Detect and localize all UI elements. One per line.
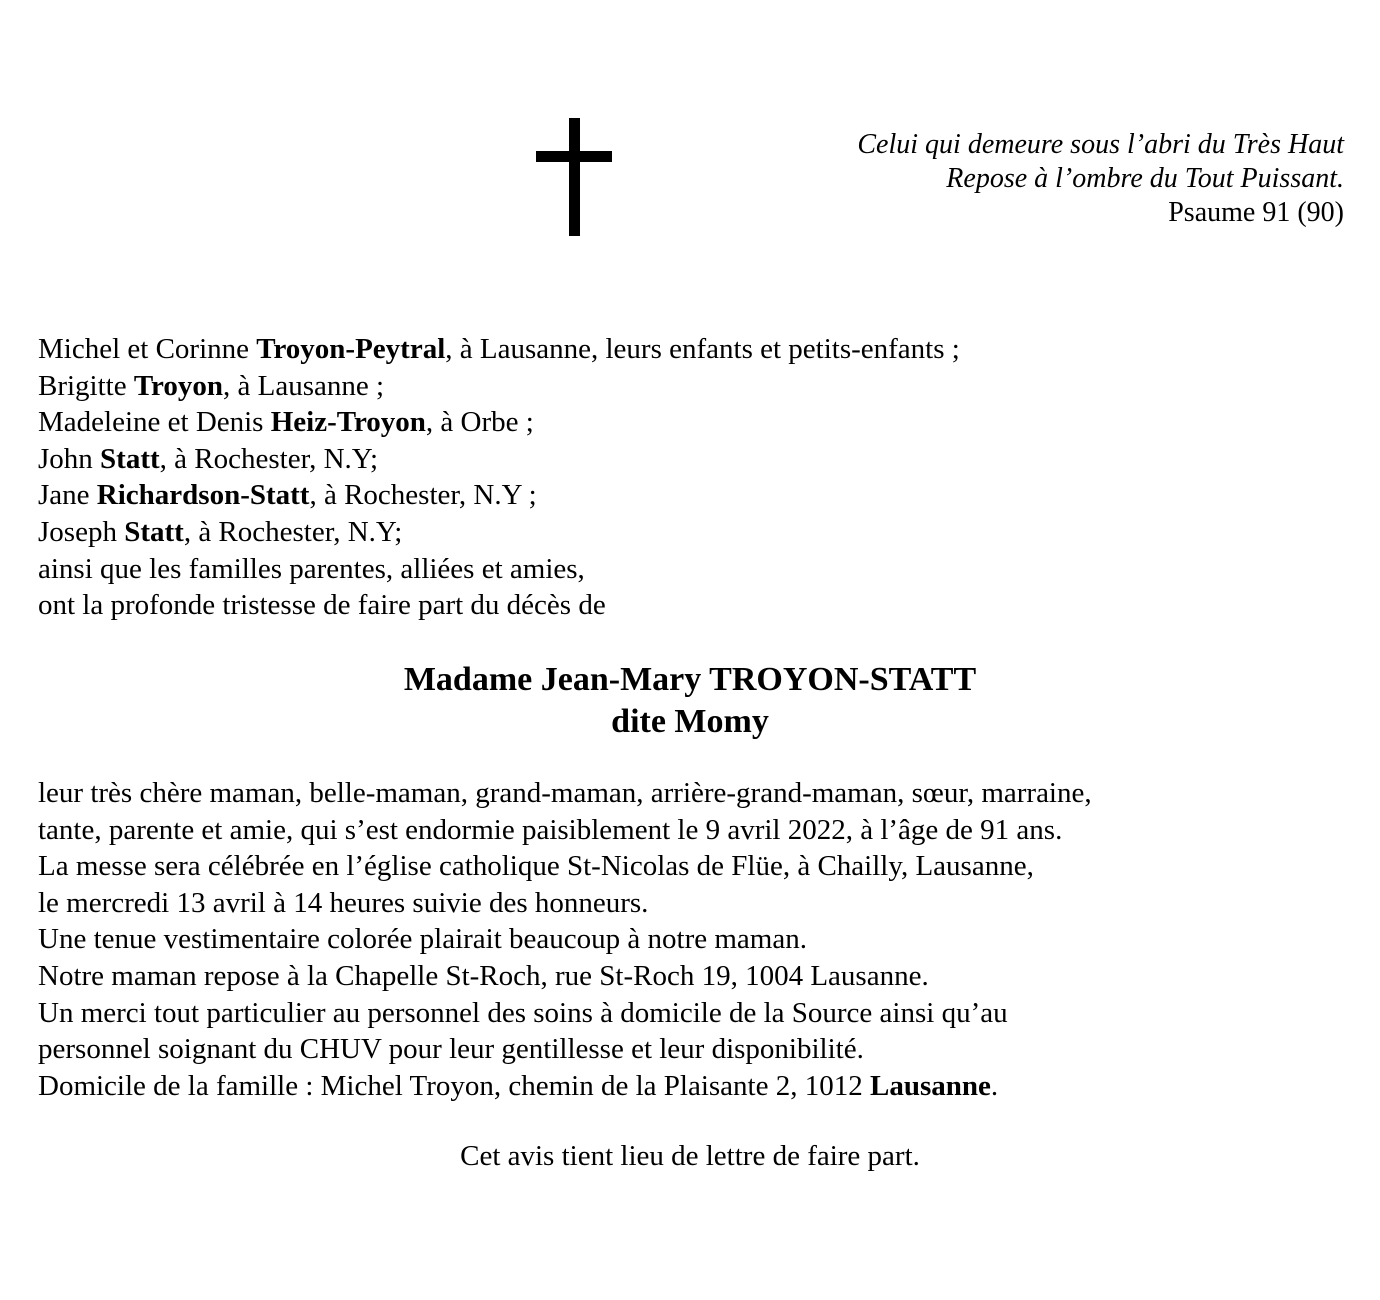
family-line-text: Brigitte (38, 369, 134, 402)
family-list (38, 331, 960, 624)
body-line (38, 921, 1092, 958)
body-line (38, 1068, 1092, 1105)
body-line-text: La messe sera célébrée en l’église catholique St-Nicolas de Flüe, à Chailly, Lausanne, (38, 850, 1034, 883)
family-line-text: , à Orbe ; (425, 406, 534, 439)
body-line (38, 848, 1092, 885)
family-line (38, 368, 960, 405)
body-line (38, 775, 1092, 812)
body-line-text: le mercredi 13 avril à 14 heures suivie des honneurs. (38, 886, 649, 919)
family-line-text: Jane (38, 479, 97, 512)
body-line-text: personnel soignant du CHUV pour leur gentillesse et leur disponibilité. (38, 1033, 864, 1066)
body-line-text: tante, parente et amie, qui s’est endormie paisiblement le 9 avril 2022, à l’âge de 91 ans. (38, 813, 1063, 846)
body-line (38, 885, 1092, 922)
cross-vertical-bar (569, 118, 580, 236)
cross-horizontal-bar (536, 151, 612, 162)
family-line-name: Heiz-Troyon (270, 406, 426, 439)
family-line (38, 441, 960, 478)
family-line-name: Troyon-Peytral (256, 333, 446, 365)
body-line-text: Un merci tout particulier au personnel des soins à domicile de la Source ainsi qu’au (38, 996, 1008, 1029)
body-line (38, 995, 1092, 1032)
family-line-text: Madeleine et Denis (38, 406, 271, 439)
deceased-heading (0, 659, 1380, 743)
family-line (38, 477, 960, 514)
family-line-text: ainsi que les familles parentes, alliées et amies, (38, 552, 585, 585)
family-line-name: Statt (124, 515, 184, 548)
family-line-text: Michel et Corinne (38, 333, 257, 365)
closing-note: Cet avis tient lieu de lettre de faire part. (460, 1140, 920, 1172)
latin-cross-icon (536, 118, 612, 236)
deceased-nickname: dite Momy (611, 703, 769, 740)
body-line-bold: Lausanne (869, 1069, 991, 1102)
family-line-text: , à Lausanne ; (223, 369, 385, 402)
body-line-text: leur très chère maman, belle-maman, grand-maman, arrière-grand-maman, sœur, marraine, (38, 777, 1092, 809)
family-line-text: Joseph (38, 515, 125, 548)
epigraph-line-2: Repose à l’ombre du Tout Puissant. (946, 163, 1344, 194)
family-line-name: Statt (100, 442, 160, 475)
body-line (38, 1031, 1092, 1068)
family-line (38, 551, 960, 588)
family-line-text: John (38, 442, 101, 475)
family-line (38, 404, 960, 441)
family-line-text: ont la profonde tristesse de faire part du décès de (38, 589, 606, 622)
body-line-text: . (990, 1069, 999, 1102)
family-line (38, 331, 960, 368)
body-line-text: Notre maman repose à la Chapelle St-Roch, rue St-Roch 19, 1004 Lausanne. (38, 959, 929, 992)
family-line (38, 514, 960, 551)
family-line-text: , à Rochester, N.Y ; (309, 479, 537, 512)
body-line-text: Domicile de la famille : Michel Troyon, chemin de la Plaisante 2, 1012 (38, 1069, 870, 1102)
family-line-name: Richardson-Statt (96, 479, 310, 512)
epigraph (857, 128, 1344, 230)
epigraph-line-1: Celui qui demeure sous l’abri du Très Haut (857, 129, 1344, 160)
family-line-text: , à Lausanne, leurs enfants et petits-enfants ; (445, 333, 960, 365)
body-line (38, 958, 1092, 995)
body-line-text: Une tenue vestimentaire colorée plairait beaucoup à notre maman. (38, 923, 807, 956)
family-line (38, 587, 960, 624)
epigraph-reference: Psaume 91 (90) (1168, 197, 1344, 228)
family-line-text: , à Rochester, N.Y; (159, 442, 379, 475)
body-line (38, 812, 1092, 849)
deceased-name: Madame Jean-Mary TROYON-STATT (403, 661, 977, 698)
announcement-body (38, 775, 1092, 1104)
family-line-text: , à Rochester, N.Y; (183, 515, 403, 548)
family-line-name: Troyon (133, 369, 224, 402)
